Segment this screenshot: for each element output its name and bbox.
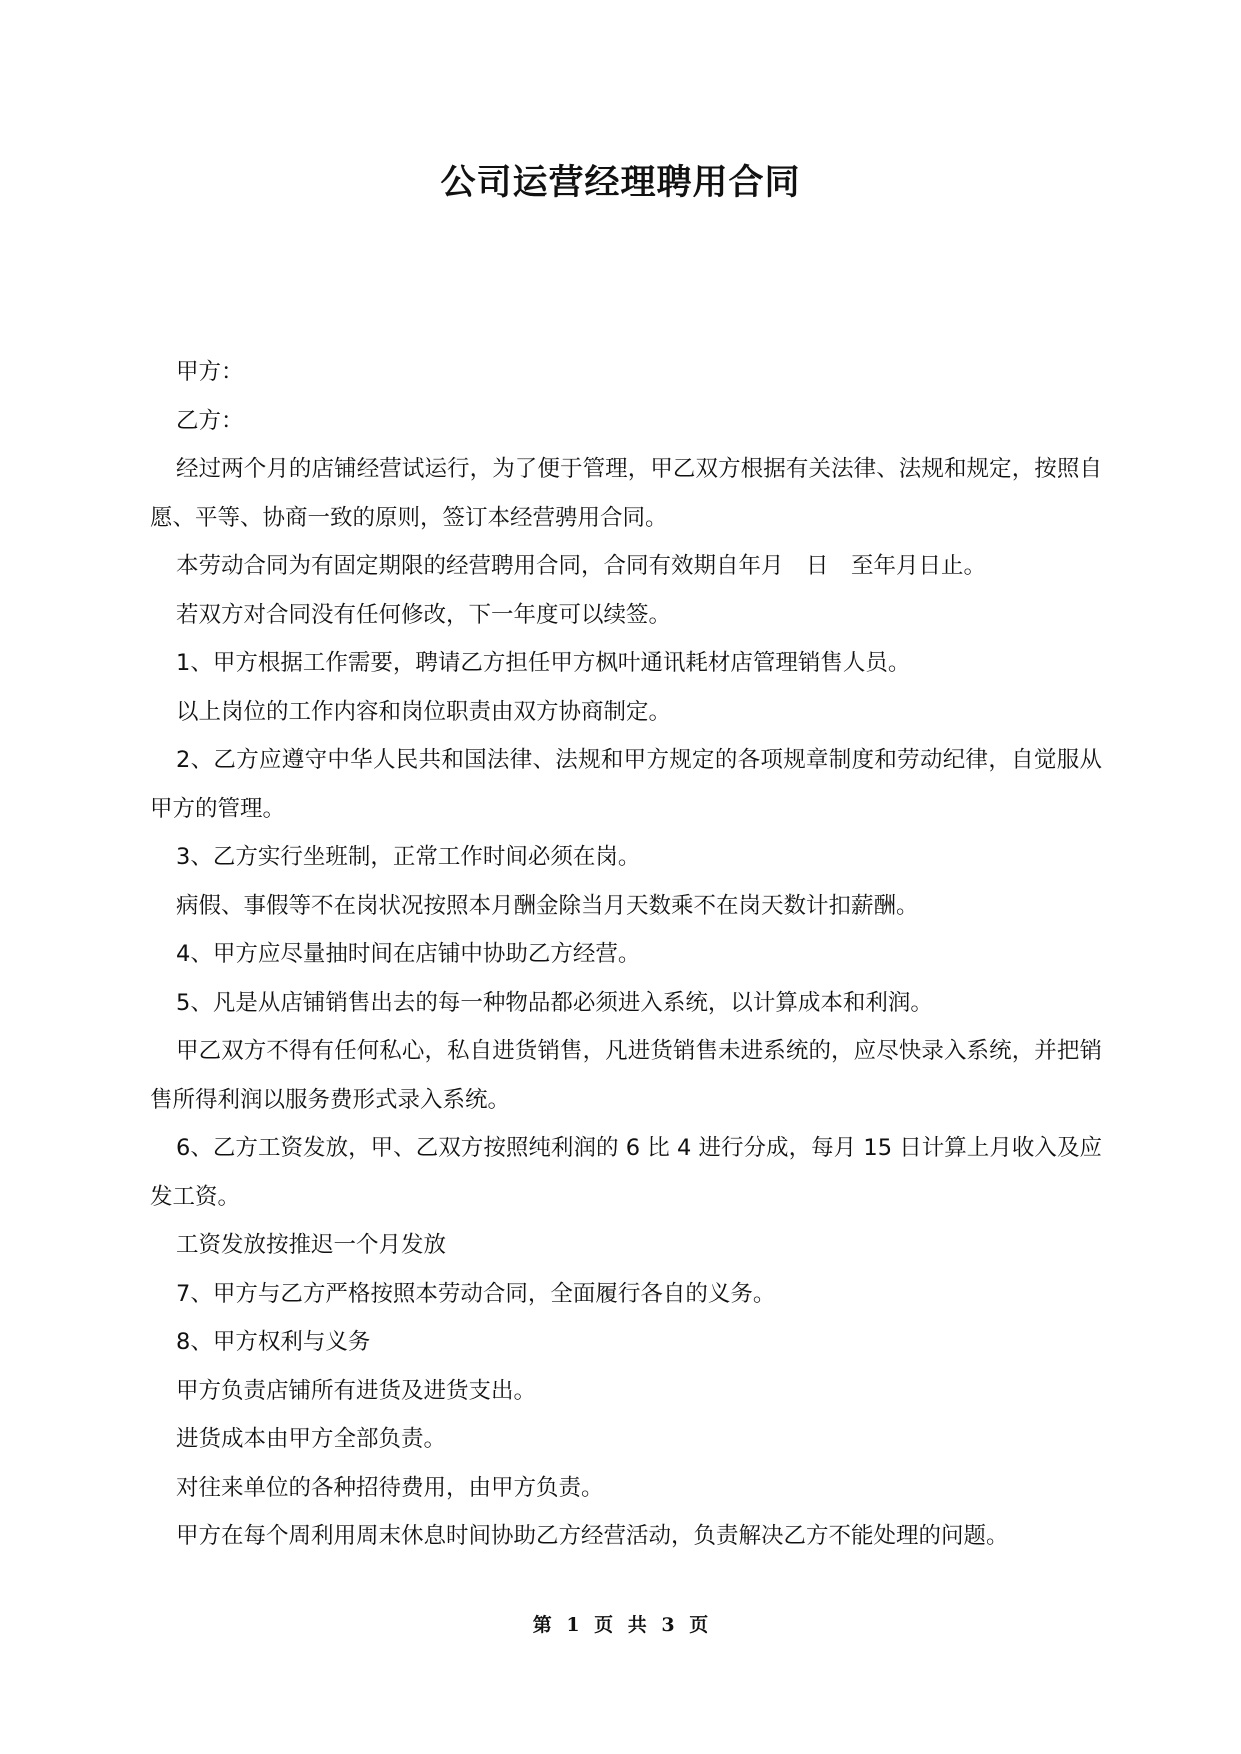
- document-title: 公司运营经理聘用合同: [440, 163, 801, 203]
- paragraph: 进货成本由甲方全部负责。: [176, 1426, 447, 1452]
- paragraph: 甲方：: [176, 359, 244, 385]
- paragraph: 以上岗位的工作内容和岗位职责由双方协商制定。: [176, 698, 672, 725]
- paragraph: 8、甲方权利与义务: [176, 1329, 371, 1355]
- paragraph: 对往来单位的各种招待费用，由甲方负责。: [176, 1474, 604, 1501]
- paragraph: 甲方负责店铺所有进货及进货支出。: [176, 1377, 537, 1404]
- paragraph: 1、甲方根据工作需要，聘请乙方担任甲方枫叶通讯耗材店管理销售人员。: [176, 650, 911, 676]
- document-body: [150, 348, 1102, 1561]
- paragraph: 4、甲方应尽量抽时间在店铺中协助乙方经营。: [176, 941, 641, 967]
- paragraph: 甲乙双方不得有任何私心，私自进货销售，凡进货销售未进系统的，应尽快录入系统，并把销售所得利润以服务费形式录入系统。: [150, 1038, 1102, 1113]
- paragraph: 6、乙方工资发放，甲、乙双方按照纯利润的 6 比 4 进行分成，每月 15 日计算上月收入及应发工资。: [150, 1135, 1102, 1210]
- paragraph: 经过两个月的店铺经营试运行，为了便于管理，甲乙双方根据有关法律、法规和规定，按照自愿、平等、协商一致的原则，签订本经营骋用合同。: [150, 456, 1102, 531]
- paragraph: 2、乙方应遵守中华人民共和国法律、法规和甲方规定的各项规章制度和劳动纪律，自觉服从甲方的管理。: [150, 747, 1102, 822]
- paragraph: 工资发放按推迟一个月发放: [176, 1232, 447, 1258]
- paragraph: 乙方：: [176, 407, 244, 434]
- paragraph: 若双方对合同没有任何修改，下一年度可以续签。: [176, 601, 672, 628]
- paragraph: 7、甲方与乙方严格按照本劳动合同，全面履行各自的义务。: [176, 1280, 776, 1307]
- page-number: 第 1 页 共 3 页: [532, 1614, 709, 1636]
- paragraph: 5、凡是从店铺销售出去的每一种物品都必须进入系统，以计算成本和利润。: [176, 989, 933, 1016]
- paragraph: 本劳动合同为有固定期限的经营聘用合同，合同有效期自年月 日 至年月日止。: [176, 553, 987, 579]
- paragraph: 病假、事假等不在岗状况按照本月酬金除当月天数乘不在岗天数计扣薪酬。: [176, 892, 919, 919]
- paragraph: 甲方在每个周利用周末休息时间协助乙方经营活动，负责解决乙方不能处理的问题。: [176, 1523, 1009, 1549]
- paragraph: 3、乙方实行坐班制，正常工作时间必须在岗。: [176, 844, 641, 870]
